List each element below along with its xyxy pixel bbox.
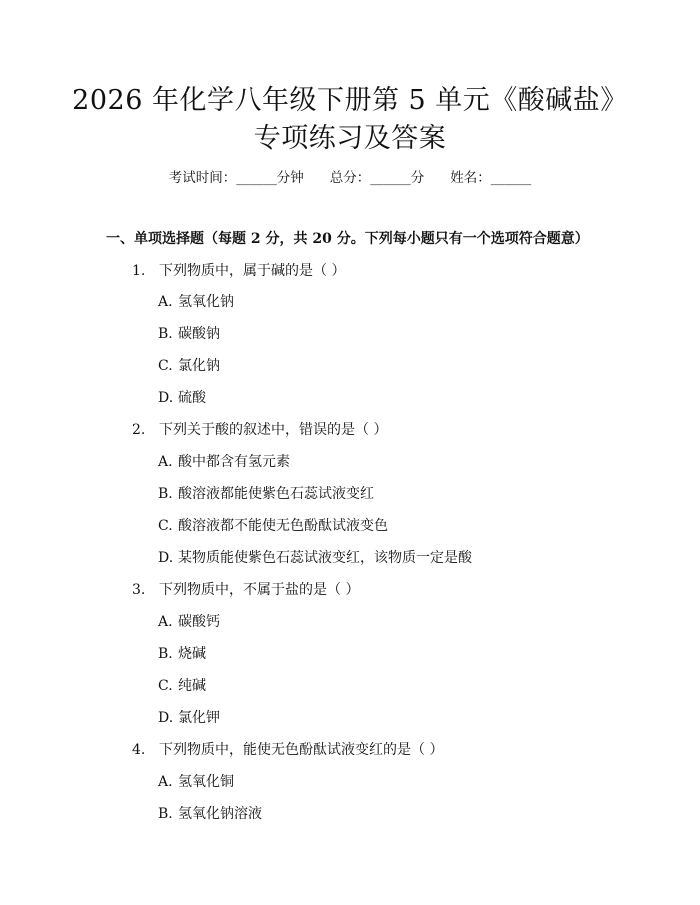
- question-3: 3. 下列物质中，不属于盐的是（ ）: [132, 582, 360, 598]
- option: D. 某物质能使紫色石蕊试液变红，该物质一定是酸: [158, 550, 472, 566]
- student-name-field: 姓名：______: [450, 170, 532, 186]
- option: B. 烧碱: [158, 646, 206, 662]
- option: A. 碳酸钙: [158, 614, 220, 630]
- option: C. 纯碱: [158, 678, 206, 694]
- exam-info: [0, 169, 700, 187]
- option: B. 碳酸钠: [158, 326, 220, 342]
- option: D. 氯化钾: [158, 710, 220, 726]
- question-text: 下列物质中，属于碱的是（ ）: [159, 263, 346, 279]
- option: C. 氯化钠: [158, 358, 220, 374]
- question-text: 下列物质中，能使无色酚酞试液变红的是（ ）: [159, 742, 444, 758]
- question-2: 2. 下列关于酸的叙述中，错误的是（ ）: [132, 422, 388, 438]
- option: B. 酸溶液都能使紫色石蕊试液变红: [158, 486, 374, 502]
- option: A. 氢氧化铜: [158, 774, 234, 790]
- question-text: 下列物质中，不属于盐的是（ ）: [159, 582, 360, 598]
- document-title-line-1: 2026 年化学八年级下册第 5 单元《酸碱盐》: [72, 85, 628, 116]
- exam-time-field: 考试时间：______分钟: [168, 170, 304, 186]
- option: D. 硫酸: [158, 390, 206, 406]
- question-1: 1. 下列物质中，属于碱的是（ ）: [132, 263, 346, 279]
- section-heading: 一、单项选择题（每题 2 分，共 20 分。下列每小题只有一个选项符合题意）: [106, 231, 589, 247]
- option: A. 氢氧化钠: [158, 294, 234, 310]
- option: C. 酸溶液都不能使无色酚酞试液变色: [158, 518, 388, 534]
- total-score-field: 总分：______分: [329, 170, 425, 186]
- question-text: 下列关于酸的叙述中，错误的是（ ）: [159, 422, 388, 438]
- option: A. 酸中都含有氢元素: [158, 454, 290, 470]
- document-title-line-2: 专项练习及答案: [253, 123, 447, 154]
- option: B. 氢氧化钠溶液: [158, 806, 262, 822]
- question-4: 4. 下列物质中，能使无色酚酞试液变红的是（ ）: [132, 742, 444, 758]
